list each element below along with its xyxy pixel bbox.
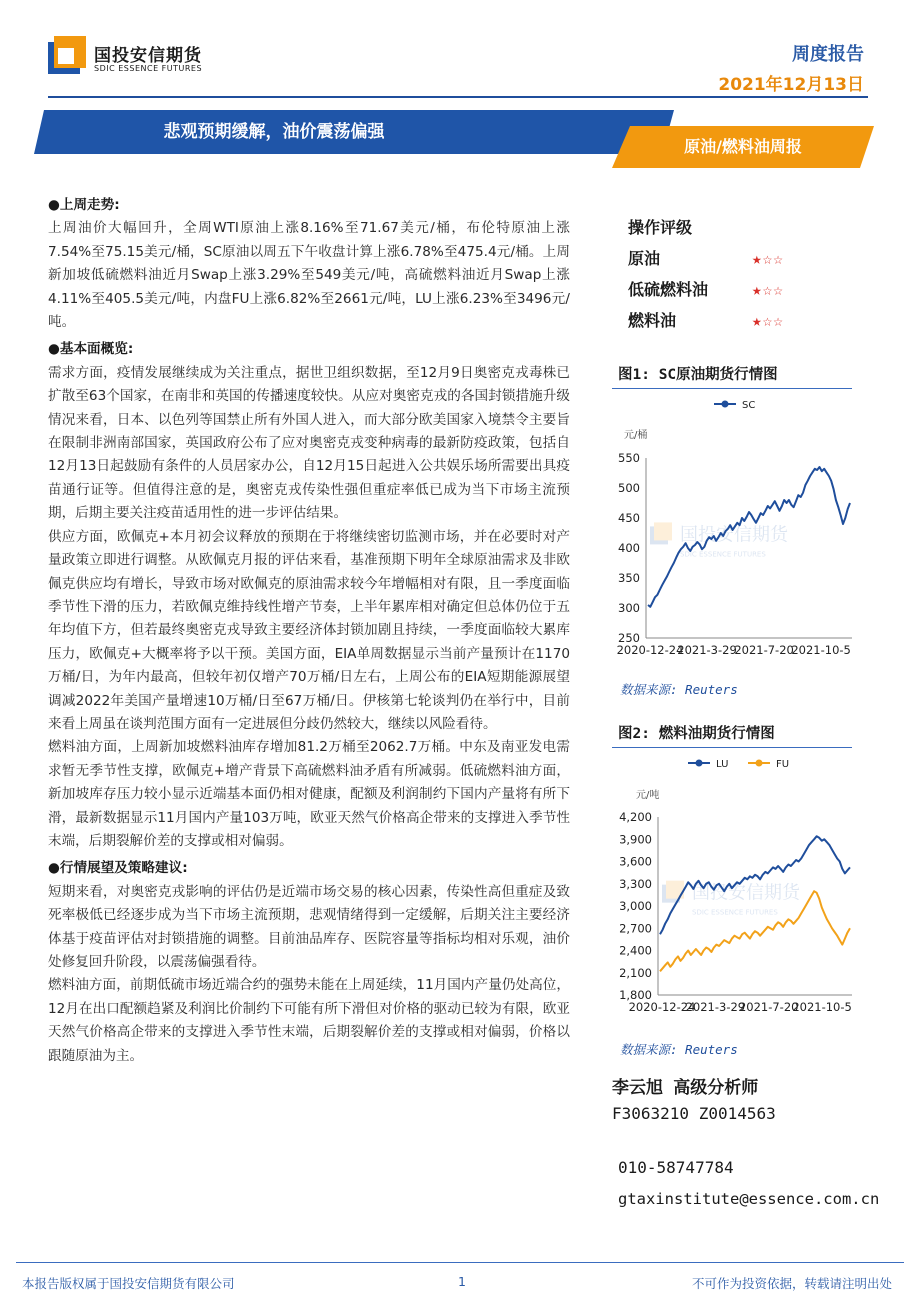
paragraph: 燃料油方面，上周新加坡燃料油库存增加81.2万桶至2062.7万桶。中东及南亚发电需求暂无季节性支撑，欧佩克+增产背景下高硫燃料油矛盾有所减弱。低硫燃料油方面，新加坡库存压力较小显示近端基本面仍相对健康，配额及利润制约下国内产量将有所下滑，最新数据显示11月国内产量103万吨，欧亚天然气价格高企带来的支撑进入季节性末端，后期裂解价差的支撑或相对偏弱。 [48,739,570,849]
company-name: 国投安信期货 [94,46,202,66]
figure-1-title: 图1: SC原油期货行情图 [618,367,778,383]
rating-stars: ★☆☆ [752,280,784,299]
section-heading: ●行情展望及策略建议: [48,860,188,877]
legend-marker [722,401,729,408]
company-name-en: SDIC ESSENCE FUTURES [94,64,203,73]
x-tick-label: 2021-7-20 [738,1000,799,1014]
legend-label: FU [776,759,790,770]
report-type: 周度报告 [792,44,864,65]
y-tick-label: 1,800 [619,988,652,1002]
y-tick-label: 3,600 [619,854,652,869]
rating-label: 低硫燃料油 [628,280,709,299]
legend-marker [756,760,763,767]
y-tick-label: 2,700 [619,921,652,936]
y-tick-label: 500 [618,481,640,495]
watermark-text: 国投安信期货 [680,524,788,546]
watermark-text: 国投安信期货 [692,882,800,904]
figure-divider [612,747,852,748]
y-tick-label: 400 [618,541,640,555]
report-title: 悲观预期缓解，油价震荡偏强 [163,122,385,142]
rating-title: 操作评级 [628,218,693,237]
paragraph: 供应方面，欧佩克+本月初会议释放的预期在于将继续密切监测市场，并在必要时对产量政策立即进行调整。从欧佩克月报的评估来看，基准预期下明年全球原油需求及非欧佩克供应均有增长，导致市场对欧佩克的原油需求较今年增幅相对有限，且一季度面临季节性下滑的压力，若欧佩克维持线性增产节奏，上半年累库相对确定但总体仍位于五年均值下方，但若最终奥密克戎导致主要经济体封锁加剧且持续，一季度面临较大累库压力，欧佩克+大概率将予以干预。美国方面，EIA单周数据显示当前产量预计在1170万桶/日，为年内最高，但较年初仅增产70万桶/日左右，上周公布的EIA短期能源展望调减2022年美国产量增速10万桶/日至67万桶/日。伊核第七轮谈判仍在举行中，目前来看上周虽在谈判范围方面有一定进展但分歧仍然较大，继续以风险看待。 [48,528,570,732]
watermark-text-en: SDIC ESSENCE FUTURES [680,550,766,559]
figure-2-source: 数据来源: Reuters [620,1042,738,1057]
section-heading: ●上周走势: [48,197,120,213]
fuel-oil-chart [606,749,862,1027]
figure-1-source: 数据来源: Reuters [620,682,738,697]
figure-2-title: 图2: 燃料油期货行情图 [618,726,775,742]
main-content [48,194,570,1068]
paragraph: 短期来看，对奥密克戎影响的评估仍是近端市场交易的核心因素，传染性高但重症及致死率极低已经逐步成为当下市场主流预期，悲观情绪得到一定缓解，后期关注主要经济体基于疫苗评估对封锁措施的调整。目前油品库存、医院容量等指标均相对乐观，油价处修复回升阶段，以震荡偏强看待。 [48,883,570,970]
watermark-text-en: SDIC ESSENCE FUTURES [692,908,778,917]
y-tick-label: 3,300 [619,876,652,891]
company-logo-icon [48,36,86,74]
report-subtitle: 原油/燃料油周报 [684,137,802,156]
rating-row [628,274,848,305]
footer-divider [16,1262,904,1263]
x-tick-label: 2021-7-20 [734,643,794,657]
y-tick-label: 2,100 [619,965,652,980]
paragraph: 上周油价大幅回升，全周WTI原油上涨8.16%至71.67美元/桶，布伦特原油上涨7.54%至75.15美元/桶，SC原油以周五下午收盘计算上涨6.78%至475.4元/桶。上周新加坡低硫燃料油近月Swap上涨3.29%至549美元/吨，高硫燃料油近月Swap上涨4.11%至405.5美元/吨，内盘FU上涨6.82%至2661元/吨，LU上涨6.23%至3496元/吨。 [48,220,570,331]
analyst-cert: F3063210 Z0014563 [612,1104,776,1123]
x-tick-label: 2020-12-24 [628,1000,696,1014]
rating-label: 原油 [628,249,661,268]
rating-stars: ★☆☆ [752,249,784,268]
analyst-email[interactable]: gtaxinstitute@essence.com.cn [618,1190,880,1208]
figure-divider [612,388,852,389]
y-tick-label: 4,200 [619,810,652,824]
watermark-logo [654,522,672,540]
section-heading: ●基本面概览: [48,341,134,358]
rating-row [628,305,848,336]
y-tick-label: 2,400 [619,943,652,958]
legend-marker [696,760,703,767]
rating-stars: ★☆☆ [752,311,784,330]
y-tick-label: 3,000 [619,899,652,913]
footer-copyright: 本报告版权属于国投安信期货有限公司 [22,1276,235,1291]
paragraph: 需求方面，疫情发展继续成为关注重点，据世卫组织数据，至12月9日奥密克戎毒株已扩散至63个国家，在南非和英国的传播速度较快。从应对奥密克戎的各国封锁措施升级情况来看，日本、以色列等国禁止所有外国人进入，而大部分欧美国家入境禁令主要旨在限制非洲南部国家，英国政府公布了应对奥密克戎变种病毒的最新防疫政策，包括自12月13日起鼓励有条件的人员居家办公，自12月15日起进入公共娱乐场所需要出具疫苗通行证等。但值得注意的是，奥密克戎传染性强但重症率低已成为当下市场主流预期，后期主要关注疫苗适用性的进一步评估结果。 [48,364,570,522]
y-tick-label: 3,900 [619,832,652,847]
x-tick-label: 2020-12-24 [616,643,684,657]
y-tick-label: 250 [618,631,640,645]
watermark [650,522,789,558]
sc-crude-chart [606,390,862,665]
x-tick-label: 2021-10-5 [792,1000,852,1014]
footer-disclaimer: 不可作为投资依据，转载请注明出处 [691,1276,892,1291]
report-date: 2021年12月13日 [718,75,864,95]
page-number: 1 [458,1274,466,1289]
paragraph: 燃料油方面，前期低硫市场近端合约的强势未能在上周延续，11月国内产量仍处高位，12月在出口配额趋紧及利润比价制约下可能有所下滑但对价格的驱动已较为有限，欧亚天然气价格高企带来的支撑进入季节性末端，后期裂解价差的支撑或相对偏弱，价格以跟随原油为主。 [48,977,570,1064]
y-tick-label: 350 [618,571,640,585]
y-axis-unit: 元/桶 [624,430,648,441]
y-axis-unit: 元/吨 [636,790,660,801]
analyst-name: 李云旭 高级分析师 [612,1078,759,1098]
y-tick-label: 300 [618,601,640,615]
y-tick-label: 550 [618,451,640,465]
header-divider [48,96,868,98]
x-tick-label: 2021-3-29 [677,643,737,657]
rating-row [628,243,848,274]
x-tick-label: 2021-3-29 [685,1000,746,1014]
legend-label: LU [716,759,729,770]
x-tick-label: 2021-10-5 [791,643,851,657]
rating-panel [628,212,848,336]
y-tick-label: 450 [618,511,640,525]
analyst-phone: 010-58747784 [618,1158,734,1177]
rating-label: 燃料油 [628,311,677,330]
legend-label: SC [742,400,756,411]
